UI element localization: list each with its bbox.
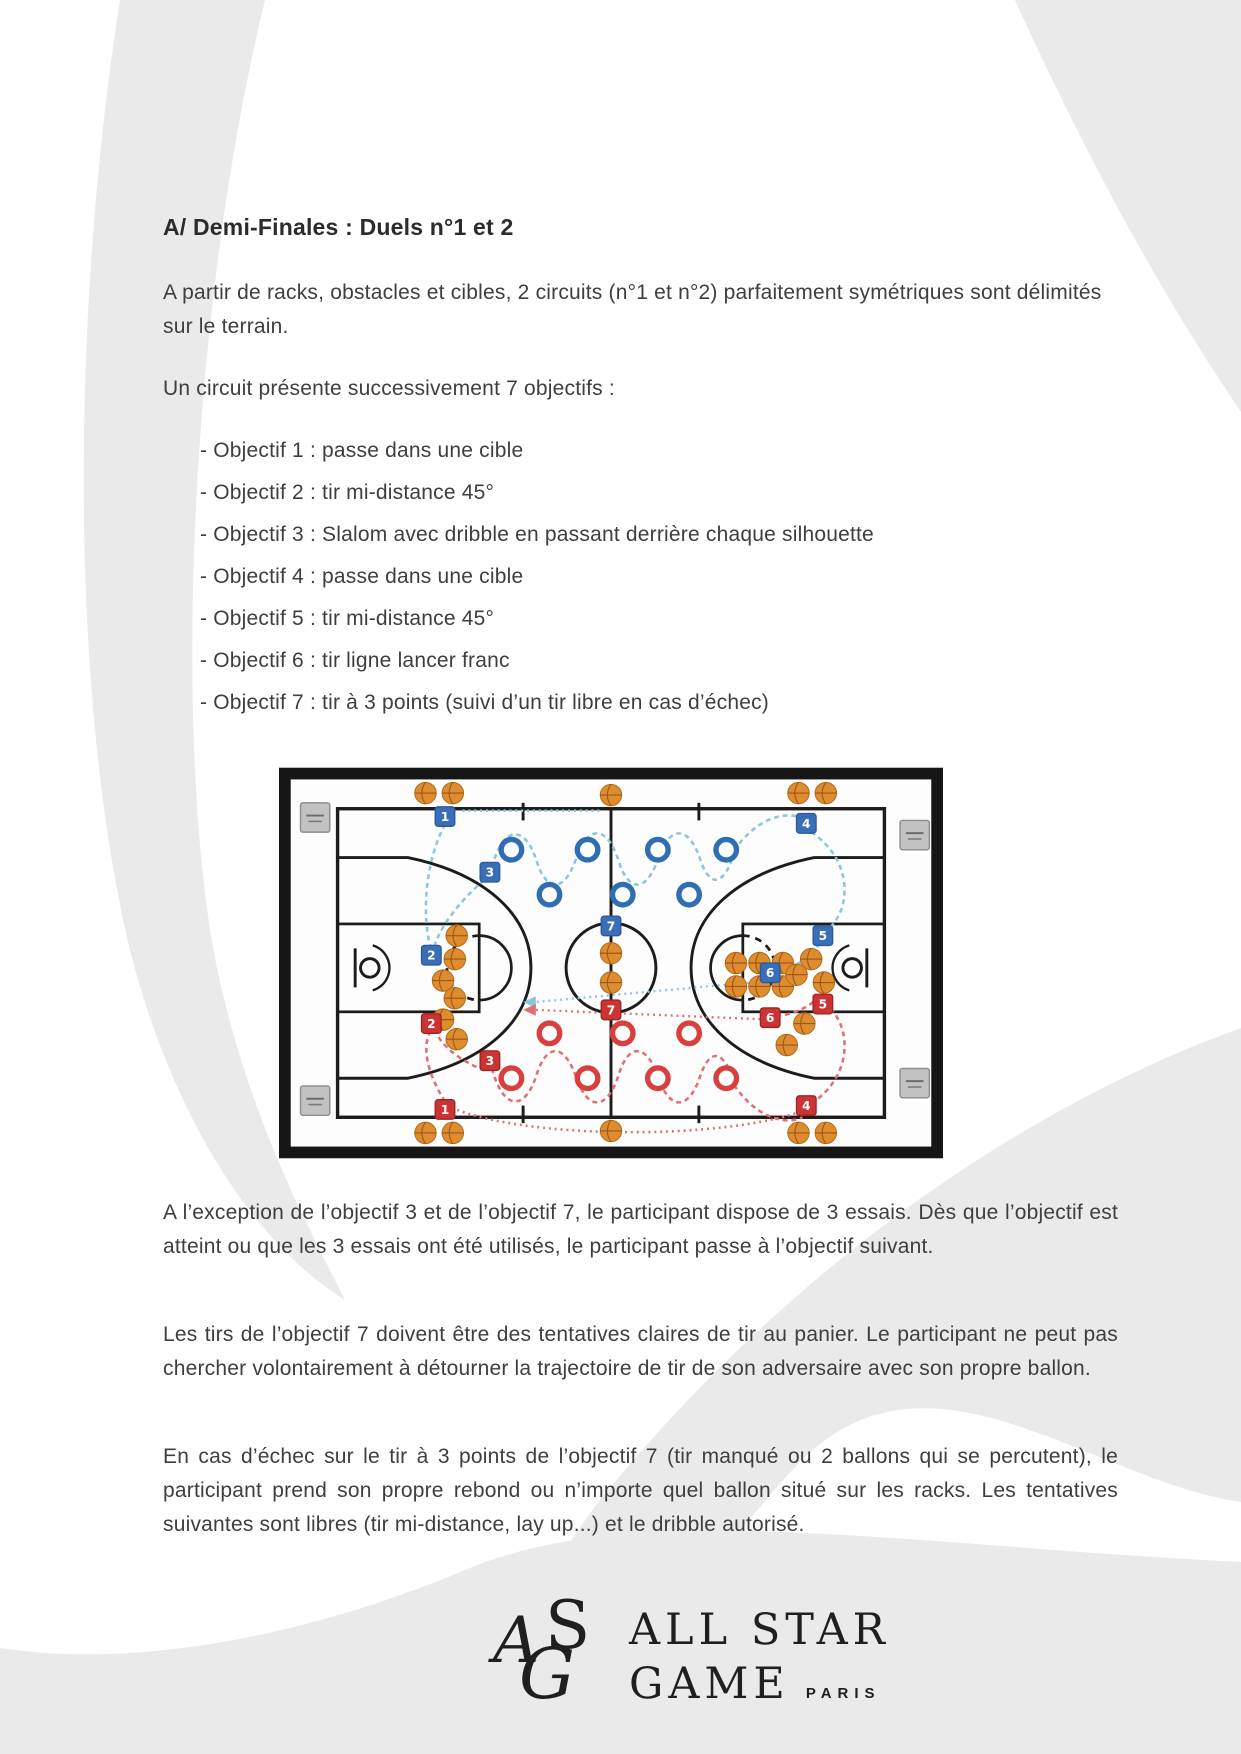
page-title: A/ Demi-Finales : Duels n°1 et 2 [163,214,514,240]
circuit-marker-red-3 [480,1051,500,1071]
circuit-marker-blue-2 [422,945,442,965]
basketball-icon [600,1120,621,1141]
basketball-icon [446,1028,467,1049]
svg-text:7: 7 [606,919,616,934]
objective-item: - Objectif 6 : tir ligne lancer franc [200,649,510,672]
basketball-icon [776,1034,797,1055]
basketball-icon [442,782,463,803]
circuit-marker-red-7 [601,1000,621,1020]
circuit-marker-blue-1 [435,807,455,827]
objective-item: - Objectif 1 : passe dans une cible [200,439,524,462]
basketball-icon [813,972,834,993]
objectives-intro: Un circuit présente successivement 7 objectifs : [163,377,615,400]
basketball-icon [786,964,807,985]
ball-rack [900,1068,929,1097]
logo-line-all-star: ALL STAR [629,1605,891,1655]
svg-text:1: 1 [440,1102,450,1117]
obstacle-ring-blue [648,839,669,860]
basketball-icon [446,925,467,946]
basketball-icon [788,782,809,803]
basketball-icon [600,942,621,963]
ball-rack [900,820,929,849]
logo-wordmark [629,1605,890,1709]
monogram-letter-g: G [519,1633,575,1715]
obstacle-ring-red [648,1068,669,1089]
logo-city-paris: PARIS [805,1685,881,1702]
logo-line-game: GAME [629,1659,790,1709]
obstacle-ring-red [501,1068,522,1089]
basketball-icon [444,987,465,1008]
svg-text:2: 2 [427,948,436,963]
obstacle-ring-red [716,1068,737,1089]
basketball-icon [415,1122,436,1143]
svg-text:5: 5 [818,929,828,944]
objectives-list [200,430,1100,724]
obstacle-ring-red [577,1068,598,1089]
background-swoosh-top-right [1015,0,1241,412]
obstacle-ring-red [612,1023,633,1044]
svg-text:6: 6 [765,1011,775,1026]
basketball-icon [794,1013,815,1034]
circuit-marker-red-6 [760,1008,780,1028]
intro-paragraph: A partir de racks, obstacles et cibles, 2 circuits (n°1 et n°2) parfaitement symétriques sont délimités sur le terrain. [163,281,1102,338]
objective-item: - Objectif 7 : tir à 3 points (suivi d’un tir libre en cas d’échec) [200,691,769,714]
rules-paragraph-tirs: Les tirs de l’objectif 7 doivent être des tentatives claires de tir au panier. Le participant ne peut pas chercher volontairement à détourner la trajectoire de tir de son adversaire avec son propre ballon. [163,1323,1118,1380]
basketball-icon [815,1122,836,1143]
svg-text:2: 2 [427,1016,436,1031]
basketball-icon [788,1122,809,1143]
circuit-marker-red-2 [422,1014,442,1034]
svg-text:7: 7 [606,1003,616,1018]
circuit-marker-red-5 [813,994,833,1014]
objective-item: - Objectif 5 : tir mi-distance 45° [200,607,495,630]
basketball-icon [725,976,746,997]
basketball-icon [815,782,836,803]
objective-item: - Objectif 4 : passe dans une cible [200,565,524,588]
circuit-marker-blue-4 [797,814,817,834]
svg-text:6: 6 [765,966,775,981]
circuit-marker-red-4 [797,1096,817,1116]
svg-text:5: 5 [818,997,828,1012]
ags-monogram-icon [493,1587,603,1727]
circuit-marker-blue-5 [813,926,833,946]
obstacle-ring-blue [577,839,598,860]
obstacle-ring-red [539,1023,560,1044]
rules-paragraph-echec: En cas d’échec sur le tir à 3 points de l’objectif 7 (tir manqué ou 2 ballons qui se percutent), le participant prend son propre rebond ou n’importe quel ballon situé sur les racks. Les tentatives suivantes sont libres (tir mi-distance, lay up...) et le dribble autorisé. [163,1445,1118,1536]
obstacle-ring-blue [612,884,633,905]
basketball-icon [444,948,465,969]
obstacle-ring-red [679,1023,700,1044]
svg-text:3: 3 [485,865,495,880]
circuit-marker-red-1 [435,1100,455,1120]
court-diagram-figure [279,765,943,1161]
circuit-marker-blue-7 [601,916,621,936]
basketball-icon [600,972,621,993]
court-diagram [279,765,943,1161]
svg-text:3: 3 [485,1054,495,1069]
svg-text:4: 4 [802,816,811,831]
svg-text:1: 1 [440,809,450,824]
basketball-icon [725,952,746,973]
ball-rack [300,803,329,832]
basketball-icon [442,1122,463,1143]
rules-paragraph-essais: A l’exception de l’objectif 3 et de l’objectif 7, le participant dispose de 3 essais. Dès que l’objectif est atteint ou que les 3 essais ont été utilisés, le participant passe à l’objectif suivant. [163,1201,1118,1258]
monogram-letter-s: S [545,1587,591,1664]
circuit-marker-blue-3 [480,862,500,882]
objective-item: - Objectif 3 : Slalom avec dribble en passant derrière chaque silhouette [200,523,874,546]
obstacle-ring-blue [716,839,737,860]
ball-rack [300,1086,329,1115]
obstacle-ring-blue [539,884,560,905]
monogram-letter-a: A [493,1604,540,1678]
basketball-icon [415,782,436,803]
all-star-game-logo [493,1582,993,1732]
circuit-marker-blue-6 [760,963,780,983]
obstacle-ring-blue [679,884,700,905]
basketball-icon [600,784,621,805]
svg-text:4: 4 [802,1098,811,1113]
obstacle-ring-blue [501,839,522,860]
objective-item: - Objectif 2 : tir mi-distance 45° [200,481,495,504]
